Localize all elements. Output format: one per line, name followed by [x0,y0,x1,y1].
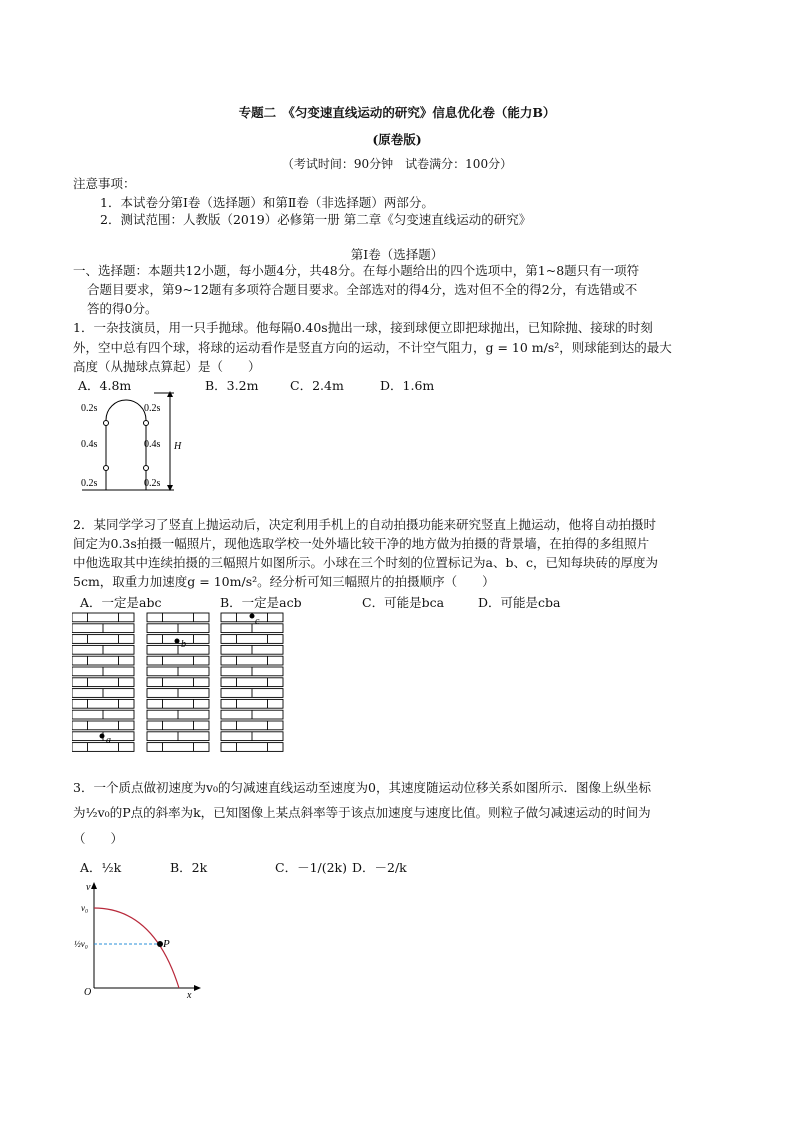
brick-walls [72,613,283,751]
q1-stem: 高度（从抛球点算起）是（ ） [73,359,261,374]
brick-row [72,743,134,752]
origin-label: O [84,987,92,998]
brick-row [221,678,283,687]
notice-item: 2．测试范围：人教版（2019）必修第一册 第二章《匀变速直线运动的研究》 [100,212,532,227]
brick-row [147,613,209,622]
q2-option-a[interactable]: A．一定是abc [80,595,162,610]
time-label: 0.2s [81,403,98,414]
ball-c [250,614,255,619]
ball-b [175,639,180,644]
q1-option-a[interactable]: A．4.8m [78,378,132,393]
time-label: 0.2s [144,478,161,489]
brick-row [221,656,283,665]
brick-row [147,656,209,665]
point-p-label: P [163,938,170,950]
brick-row [147,743,209,752]
q3-stem: 为½v₀的P点的斜率为k，已知图像上某点斜率等于该点加速度与速度比值。则粒子做匀减速运动的时间为 [73,805,651,820]
ball-path [106,400,146,490]
x-axis-label: x [187,990,192,1000]
ball-a [100,734,105,739]
q3-option-d[interactable]: D．－2/k [352,860,407,875]
brick-row [147,699,209,708]
exam-info: （考试时间：90分钟 试卷满分：100分） [281,157,513,171]
q1-juggling-figure [74,390,194,495]
brick-row [72,721,134,730]
ball-label: a [106,735,111,746]
arrowhead-icon [194,985,201,991]
height-label: H [174,441,182,452]
brick-row [147,721,209,730]
brick-row [72,699,134,708]
doc-subtitle: (原卷版) [372,132,422,147]
ball-label: c [255,616,260,627]
q2-option-d[interactable]: D．可能是cba [478,595,561,610]
time-label: 0.2s [81,478,98,489]
v0-label: v₀ [81,903,89,913]
brick-row [221,721,283,730]
q3-stem: 3．一个质点做初速度为v₀的匀减速直线运动至速度为0，其速度随运动位移关系如图所示．图像上纵坐标 [73,780,651,795]
brick-row [221,699,283,708]
v-axis-label: v [86,882,91,893]
notice-item: 1．本试卷分第Ⅰ卷（选择题）和第Ⅱ卷（非选择题）两部分。 [100,195,434,210]
q2-stem: 中他选取其中连续拍摄的三幅照片如图所示。小球在三个时刻的位置标记为a、b、c，已知每块砖的厚度为 [73,555,658,570]
ball-marker [144,421,149,426]
q1-option-b[interactable]: B．3.2m [205,378,259,393]
brick-row [147,678,209,687]
section-instructions: 一、选择题：本题共12小题，每小题4分，共48分。在每小题给出的四个选项中，第1~8题只有一项符 [73,263,640,278]
q1-stem: 外，空中总有四个球，将球的运动看作是竖直方向的运动，不计空气阻力，g = 10 m/s²，则球能到达的最大 [73,340,672,355]
brick-row [221,635,283,644]
q3-option-a[interactable]: A．½k [80,860,122,875]
brick-row [72,613,134,622]
brick-row [221,743,283,752]
q1-stem: 1．一杂技演员，用一只手抛球。他每隔0.40s抛出一球，接到球便立即把球抛出，已知除抛、接球的时刻 [73,320,653,335]
arrowhead-icon [91,882,97,889]
q2-option-b[interactable]: B．一定是acb [220,595,302,610]
q3-option-b[interactable]: B．2k [170,860,208,875]
q3-stem: （ ） [73,831,124,846]
doc-title: 专题二 《匀变速直线运动的研究》信息优化卷（能力B） [238,105,556,120]
notice-heading: 注意事项： [73,176,136,191]
ball-marker [104,466,109,471]
ball-marker [144,466,149,471]
brick-row [72,635,134,644]
q2-stem: 5cm，取重力加速度g = 10m/s²。经分析可知三幅照片的拍摄顺序（ ） [73,574,495,589]
half-v0-label: ½v₀ [74,939,88,949]
ball-marker [104,421,109,426]
brick-row [72,656,134,665]
q2-brick-figure [72,611,287,757]
brick-row [72,678,134,687]
q1-option-c[interactable]: C．2.4m [290,378,344,393]
part1-title: 第Ⅰ卷（选择题） [350,247,444,262]
ball-label: b [181,639,186,650]
section-instructions: 合题目要求，第9~12题有多项符合题目要求。全部选对的得4分，选对但不全的得2分，有选错或不 [87,282,638,297]
q3-velocity-graph [72,880,207,1000]
q2-stem: 2．某同学学习了竖直上抛运动后，决定利用手机上的自动拍摄功能来研究竖直上抛运动，他将自动拍摄时 [73,517,656,532]
arrowhead-icon [167,391,173,397]
q2-option-c[interactable]: C．可能是bca [362,595,445,610]
q2-stem: 间定为0.3s拍摄一幅照片，现他选取学校一处外墙比较干净的地方做为拍摄的背景墙，在拍得的多组照片 [73,536,650,551]
time-label: 0.2s [144,403,161,414]
time-label: 0.4s [144,439,161,450]
q3-option-c[interactable]: C．－1/(2k) [275,860,348,875]
q1-option-d[interactable]: D．1.6m [380,378,435,393]
time-label: 0.4s [81,439,98,450]
section-instructions: 答的得0分。 [87,301,158,316]
